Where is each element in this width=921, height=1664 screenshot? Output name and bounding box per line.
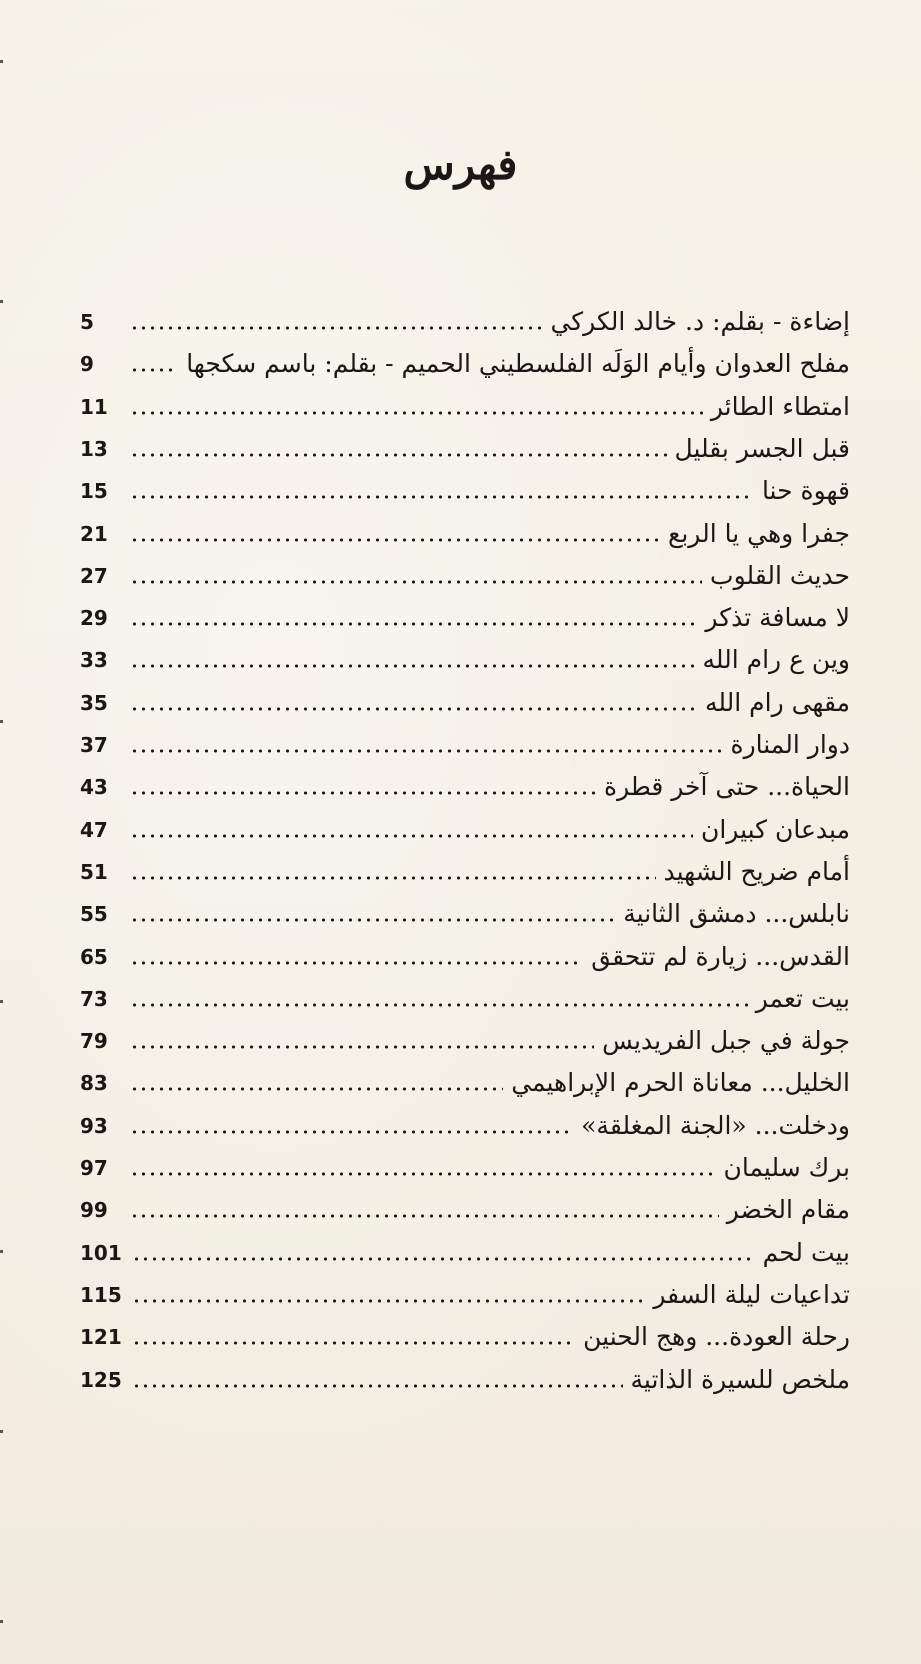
toc-entry-title: الحياة... حتى آخر قطرة (603, 772, 850, 802)
page-title: فهرس (403, 140, 518, 189)
dot-leader (130, 874, 656, 882)
toc-entry (80, 512, 850, 556)
table-of-contents (80, 300, 850, 1440)
dot-leader (130, 1001, 748, 1009)
toc-entry-title: الخليل... معاناة الحرم الإبراهيمي (511, 1068, 850, 1098)
toc-entry (80, 892, 850, 936)
toc-entry-title: جولة في جبل الفريديس (602, 1026, 850, 1056)
dot-leader (130, 536, 660, 544)
toc-entry-title: بيت لحم (762, 1237, 850, 1267)
page-edge-marks (0, 0, 6, 1664)
toc-entry (80, 1019, 850, 1063)
toc-entry-page-number: 115 (80, 1282, 122, 1307)
dot-leader (130, 959, 583, 967)
toc-entry-page-number: 5 (80, 310, 94, 334)
toc-entry-title: مقام الخضر (726, 1195, 850, 1225)
toc-entry (80, 427, 850, 471)
dot-leader (130, 1128, 573, 1136)
toc-entry-page-number: 37 (80, 733, 108, 757)
dot-leader (130, 409, 703, 417)
dot-leader (130, 578, 702, 586)
toc-entry-page-number: 121 (80, 1325, 122, 1350)
dot-leader (130, 493, 754, 501)
dot-leader (130, 705, 697, 713)
toc-entry-page-number: 55 (80, 902, 108, 927)
toc-entry (80, 554, 850, 598)
toc-entry (80, 1188, 850, 1232)
toc-entry-page-number: 97 (80, 1156, 108, 1180)
toc-entry-page-number: 125 (80, 1367, 122, 1392)
toc-entry (80, 1273, 850, 1317)
toc-entry-title: القدس... زيارة لم تتحقق (591, 941, 850, 971)
toc-entry (80, 1104, 850, 1148)
toc-entry (80, 850, 850, 894)
toc-entry-title: نابلس... دمشق الثانية (623, 899, 850, 929)
toc-entry-title: إضاءة - بقلم: د. خالد الكركي (550, 307, 850, 336)
edge-mark (0, 1000, 3, 1003)
toc-entry (80, 1315, 850, 1359)
dot-leader (130, 451, 667, 459)
toc-entry-title: تداعيات ليلة السفر (653, 1279, 850, 1309)
dot-leader (130, 916, 615, 924)
toc-entry-title: لا مسافة تذكر (705, 603, 850, 633)
dot-leader (130, 1212, 719, 1220)
toc-entry-page-number: 15 (80, 479, 108, 504)
toc-entry-page-number: 51 (80, 859, 108, 884)
toc-entry-title: رحلة العودة... وهج الحنين (583, 1322, 850, 1352)
toc-entry-title: مفلح العدوان وأيام الوَلَه الفلسطيني الحميم - بقلم: باسم سكجها (186, 349, 850, 379)
toc-entry-page-number: 33 (80, 648, 108, 673)
toc-entry-page-number: 93 (80, 1113, 108, 1138)
toc-entry-page-number: 35 (80, 690, 108, 715)
toc-entry (80, 977, 850, 1021)
edge-mark (0, 720, 3, 723)
edge-mark (0, 1430, 3, 1433)
toc-entry (80, 638, 850, 682)
toc-entry-title: قبل الجسر بقليل (674, 433, 850, 463)
toc-entry (80, 935, 850, 979)
dot-leader (130, 747, 722, 755)
toc-entry (80, 596, 850, 640)
toc-entry-title: وين ع رام الله (702, 645, 850, 675)
dot-leader (130, 620, 697, 628)
dot-leader (132, 1255, 755, 1263)
dot-leader (132, 1382, 623, 1390)
toc-entry-page-number: 11 (80, 394, 108, 419)
toc-entry-title: ملخص للسيرة الذاتية (630, 1364, 850, 1394)
toc-entry (80, 385, 850, 429)
dot-leader (132, 1339, 575, 1347)
toc-entry-page-number: 43 (80, 775, 108, 800)
toc-entry-title: قهوة حنا (761, 476, 850, 506)
dot-leader (130, 366, 178, 374)
toc-entry (80, 342, 850, 386)
toc-entry-page-number: 9 (80, 352, 94, 377)
edge-mark (0, 60, 3, 63)
toc-entry-page-number: 47 (80, 817, 108, 842)
toc-entry-title: حديث القلوب (710, 560, 850, 590)
toc-entry (80, 808, 850, 852)
toc-entry-page-number: 99 (80, 1198, 108, 1223)
toc-entry (80, 1146, 850, 1190)
toc-entry-page-number: 13 (80, 436, 108, 461)
toc-entry-title: مقهى رام الله (704, 687, 850, 717)
toc-entry (80, 1061, 850, 1105)
edge-mark (0, 300, 3, 303)
toc-entry-page-number: 101 (80, 1240, 122, 1265)
toc-entry (80, 1231, 850, 1275)
dot-leader (130, 1170, 715, 1178)
toc-entry-title: امتطاء الطائر (710, 391, 850, 421)
toc-entry-title: دوار المنارة (730, 730, 850, 759)
toc-entry-title: مبدعان كبيران (701, 814, 850, 844)
toc-entry-title: جفرا وهي يا الربع (668, 518, 850, 548)
edge-mark (0, 1250, 3, 1253)
toc-entry-page-number: 79 (80, 1029, 108, 1054)
toc-entry-title: ودخلت... «الجنة المغلقة» (581, 1110, 850, 1140)
toc-entry-title: أمام ضريح الشهيد (663, 856, 850, 886)
toc-entry (80, 681, 850, 725)
dot-leader (132, 1297, 646, 1305)
dot-leader (130, 832, 693, 840)
toc-entry-page-number: 73 (80, 986, 108, 1011)
toc-entry-title: برك سليمان (723, 1153, 850, 1182)
toc-entry-page-number: 83 (80, 1071, 108, 1096)
dot-leader (130, 662, 694, 670)
dot-leader (130, 324, 542, 332)
toc-entry (80, 1358, 850, 1402)
dot-leader (130, 1043, 594, 1051)
toc-entry (80, 723, 850, 767)
toc-entry (80, 765, 850, 809)
toc-entry-title: بيت تعمر (755, 983, 850, 1013)
toc-entry-page-number: 21 (80, 521, 108, 546)
toc-entry-page-number: 27 (80, 563, 108, 588)
toc-entry (80, 469, 850, 513)
dot-leader (130, 789, 596, 797)
toc-entry-page-number: 65 (80, 944, 108, 969)
toc-entry-page-number: 29 (80, 606, 108, 631)
dot-leader (130, 1085, 503, 1093)
edge-mark (0, 1620, 3, 1623)
toc-entry (80, 300, 850, 344)
